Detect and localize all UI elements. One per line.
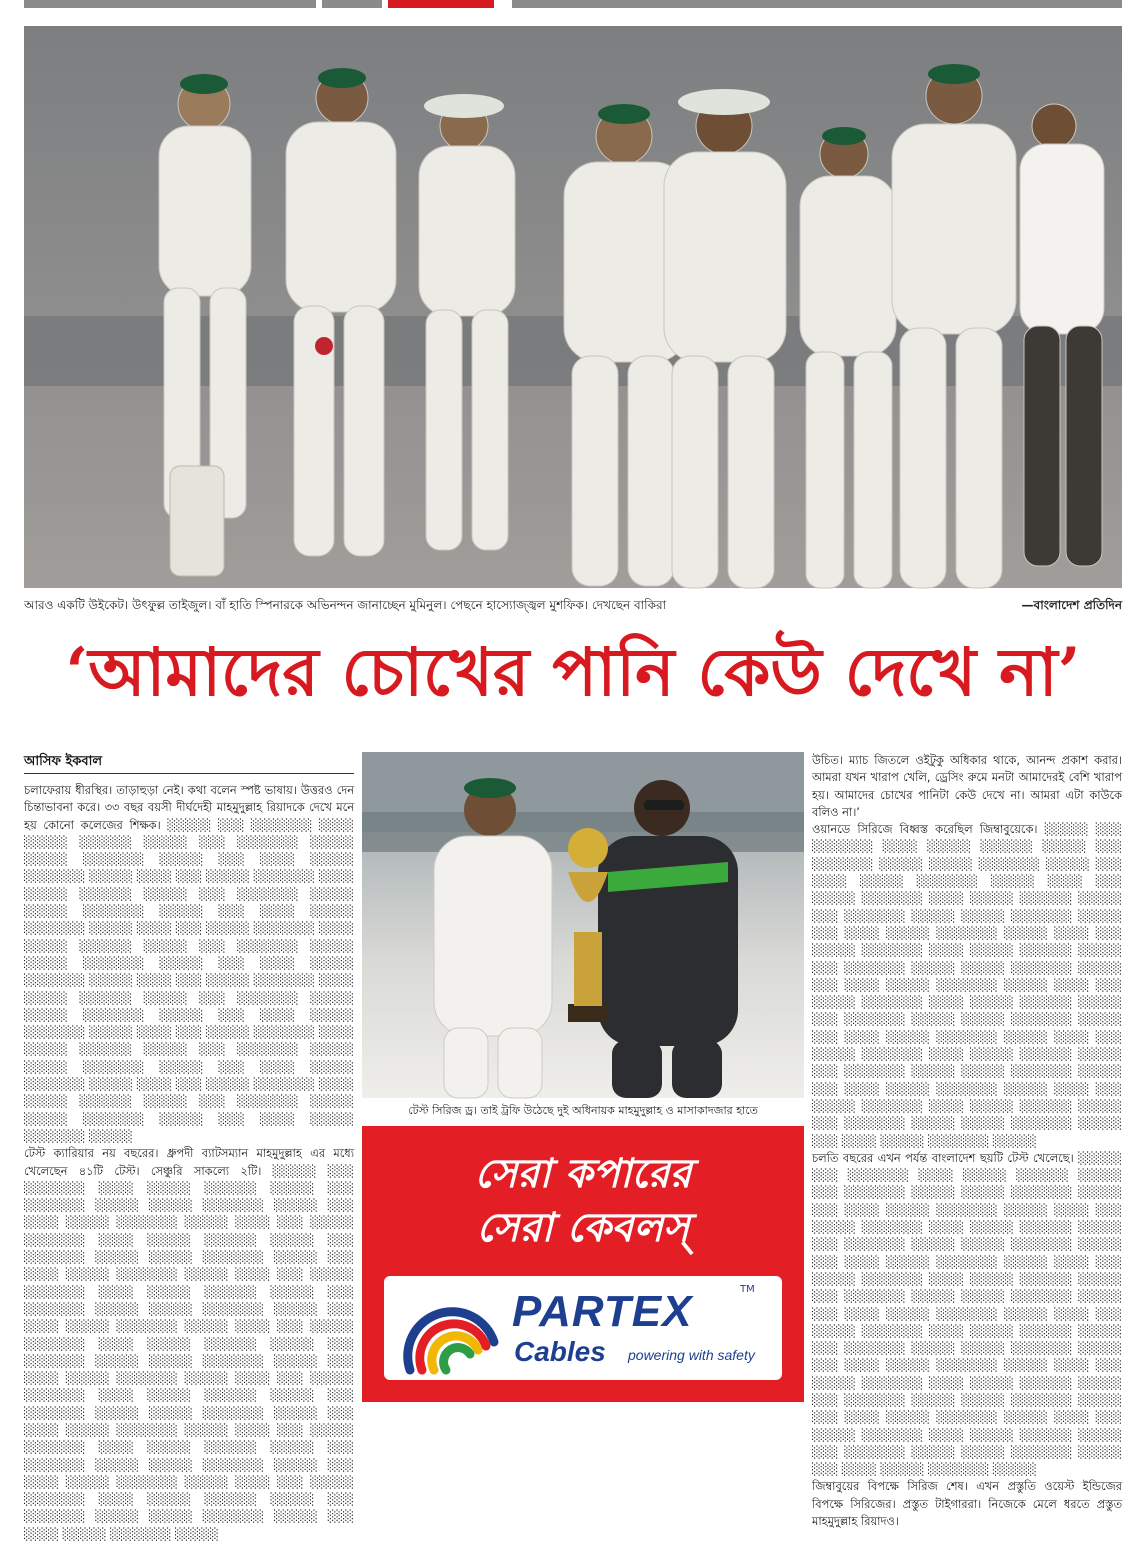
- top-rule-right: [512, 0, 1122, 8]
- ad-sub: Cables: [514, 1336, 606, 1367]
- main-photo-caption: আরও একটি উইকেট। উৎফুল্ল তাইজুল। বাঁ হাতি স্পিনারকে অভিনন্দন জানাচ্ছেন মুমিনুল। পেছনে হাস্যোজ্জ্বল মুশফিক। দেখছেন বাকিরা: [24, 598, 667, 612]
- trophy-photo: [362, 752, 804, 1098]
- partex-logo-icon: [396, 1282, 504, 1374]
- left-para-2: টেস্ট ক্যারিয়ার নয় বছরের। ধ্রুপদী ব্যাটসম্যান মাহমুদুল্লাহ এর মধ্যে খেলেছেন ৪১টি টেস্ট। সেঞ্চুরি সাকল্যে ২টি। ░░░░░ ░░░ ░░░░░░░ ░░░░ ░░░░░ ░░░░░░ ░░░░░ ░░░ ░░░░░░░ ░░░░░ ░░░░░ ░░░░░░░ ░░░░░ ░░░ ░░░░ ░░░░░ ░░░░░░░ ░░░░░ ░░░░ ░░░ ░░░░░ ░░░░░░░ ░░░░ ░░░░░ ░░░░░░ ░░░░░ ░░░ ░░░░░░░ ░░░░░ ░░░░░ ░░░░░░░ ░░░░░ ░░░ ░░░░ ░░░░░ ░░░░░░░ ░░░░░ ░░░░ ░░░ ░░░░░ ░░░░░░░ ░░░░ ░░░░░ ░░░░░░ ░░░░░ ░░░ ░░░░░░░ ░░░░░ ░░░░░ ░░░░░░░ ░░░░░ ░░░ ░░░░ ░░░░░ ░░░░░░░ ░░░░░ ░░░░ ░░░ ░░░░░ ░░░░░░░ ░░░░ ░░░░░ ░░░░░░ ░░░░░ ░░░ ░░░░░░░ ░░░░░ ░░░░░ ░░░░░░░ ░░░░░ ░░░ ░░░░ ░░░░░ ░░░░░░░ ░░░░░ ░░░░ ░░░ ░░░░░ ░░░░░░░ ░░░░ ░░░░░ ░░░░░░ ░░░░░ ░░░ ░░░░░░░ ░░░░░ ░░░░░ ░░░░░░░ ░░░░░ ░░░ ░░░░ ░░░░░ ░░░░░░░ ░░░░░ ░░░░ ░░░ ░░░░░ ░░░░░░░ ░░░░ ░░░░░ ░░░░░░ ░░░░░ ░░░ ░░░░░░░ ░░░░░ ░░░░░ ░░░░░░░ ░░░░░ ░░░ ░░░░ ░░░░░ ░░░░░░░ ░░░░░ ░░░░ ░░░ ░░░░░ ░░░░░░░ ░░░░ ░░░░░ ░░░░░░ ░░░░░ ░░░ ░░░░░░░ ░░░░░ ░░░░░ ░░░░░░░ ░░░░░ ░░░ ░░░░ ░░░░░ ░░░░░░░ ░░░░░: [24, 1146, 354, 1541]
- partex-ad[interactable]: [362, 1126, 804, 1402]
- left-column: [24, 782, 354, 1541]
- ad-logo-panel: [384, 1276, 782, 1380]
- ad-line-1: সেরা কপারের: [474, 1150, 692, 1197]
- main-photo-caption-row: [24, 596, 1122, 614]
- ad-line-2: সেরা কেবলস্: [476, 1204, 690, 1251]
- ad-tagline: powering with safety: [628, 1347, 755, 1363]
- top-rule-accent: [388, 0, 494, 8]
- ad-brand: PARTEX: [512, 1287, 693, 1336]
- main-photo: [24, 26, 1122, 588]
- left-para-1: চলাফেরায় ধীরস্থির। তাড়াহুড়া নেই। কথা বলেন স্পষ্ট ভাষায়। উত্তরও দেন চিন্তাভাবনা করে। ৩৩ বছর বয়সী দীর্ঘদেহী মাহমুদুল্লাহ রিয়াদকে দেখে মনে হয় কোনো কলেজের শিক্ষক। ░░░░░ ░░░ ░░░░░░░ ░░░░ ░░░░░ ░░░░░░ ░░░░░ ░░░ ░░░░░░░ ░░░░░ ░░░░░ ░░░░░░░ ░░░░░ ░░░ ░░░░ ░░░░░ ░░░░░░░ ░░░░░ ░░░░ ░░░ ░░░░░ ░░░░░░░ ░░░░ ░░░░░ ░░░░░░ ░░░░░ ░░░ ░░░░░░░ ░░░░░ ░░░░░ ░░░░░░░ ░░░░░ ░░░ ░░░░ ░░░░░ ░░░░░░░ ░░░░░ ░░░░ ░░░ ░░░░░ ░░░░░░░ ░░░░ ░░░░░ ░░░░░░ ░░░░░ ░░░ ░░░░░░░ ░░░░░ ░░░░░ ░░░░░░░ ░░░░░ ░░░ ░░░░ ░░░░░ ░░░░░░░ ░░░░░ ░░░░ ░░░ ░░░░░ ░░░░░░░ ░░░░ ░░░░░ ░░░░░░ ░░░░░ ░░░ ░░░░░░░ ░░░░░ ░░░░░ ░░░░░░░ ░░░░░ ░░░ ░░░░ ░░░░░ ░░░░░░░ ░░░░░ ░░░░ ░░░ ░░░░░ ░░░░░░░ ░░░░ ░░░░░ ░░░░░░ ░░░░░ ░░░ ░░░░░░░ ░░░░░ ░░░░░ ░░░░░░░ ░░░░░ ░░░ ░░░░ ░░░░░ ░░░░░░░ ░░░░░ ░░░░ ░░░ ░░░░░ ░░░░░░░ ░░░░ ░░░░░ ░░░░░░ ░░░░░ ░░░ ░░░░░░░ ░░░░░ ░░░░░ ░░░░░░░ ░░░░░ ░░░ ░░░░ ░░░░░ ░░░░░░░ ░░░░░: [24, 783, 354, 1143]
- right-para-4: জিম্বাবুয়ের বিপক্ষে সিরিজ শেষ। এখন প্রস্তুতি ওয়েস্ট ইন্ডিজের বিপক্ষে সিরিজের। প্রস্তুত টাইগাররা। নিজেকে মেলে ধরতে প্রস্তুত মাহমুদুল্লাহ রিয়াদও।: [812, 1479, 1122, 1529]
- top-rule-left: [24, 0, 316, 8]
- right-column: [812, 752, 1122, 1529]
- byline: আসিফ ইকবাল: [24, 752, 354, 774]
- headline: ‘আমাদের চোখের পানি কেউ দেখে না’: [65, 633, 1081, 711]
- right-para-2: ওয়ানডে সিরিজে বিধ্বস্ত করেছিল জিম্বাবুয়েকে। ░░░░░ ░░░ ░░░░░░░ ░░░░ ░░░░░ ░░░░░░ ░░░░░ ░░░ ░░░░░░░ ░░░░░ ░░░░░ ░░░░░░░ ░░░░░ ░░░ ░░░░ ░░░░░ ░░░░░░░ ░░░░░ ░░░░ ░░░ ░░░░░ ░░░░░░░ ░░░░ ░░░░░ ░░░░░░ ░░░░░ ░░░ ░░░░░░░ ░░░░░ ░░░░░ ░░░░░░░ ░░░░░ ░░░ ░░░░ ░░░░░ ░░░░░░░ ░░░░░ ░░░░ ░░░ ░░░░░ ░░░░░░░ ░░░░ ░░░░░ ░░░░░░ ░░░░░ ░░░ ░░░░░░░ ░░░░░ ░░░░░ ░░░░░░░ ░░░░░ ░░░ ░░░░ ░░░░░ ░░░░░░░ ░░░░░ ░░░░ ░░░ ░░░░░ ░░░░░░░ ░░░░ ░░░░░ ░░░░░░ ░░░░░ ░░░ ░░░░░░░ ░░░░░ ░░░░░ ░░░░░░░ ░░░░░ ░░░ ░░░░ ░░░░░ ░░░░░░░ ░░░░░ ░░░░ ░░░ ░░░░░ ░░░░░░░ ░░░░ ░░░░░ ░░░░░░ ░░░░░ ░░░ ░░░░░░░ ░░░░░ ░░░░░ ░░░░░░░ ░░░░░ ░░░ ░░░░ ░░░░░ ░░░░░░░ ░░░░░ ░░░░ ░░░ ░░░░░ ░░░░░░░ ░░░░ ░░░░░ ░░░░░░ ░░░░░ ░░░ ░░░░░░░ ░░░░░ ░░░░░ ░░░░░░░ ░░░░░ ░░░ ░░░░ ░░░░░ ░░░░░░░ ░░░░░: [812, 822, 1122, 1148]
- main-photo-art: [24, 26, 1122, 588]
- right-para-1: উচিত। ম্যাচ জিতলে ওইটুকু অধিকার থাকে, আনন্দ প্রকাশ করার। আমরা যখন খারাপ খেলি, ড্রেসিং রুমে মনটা আমাদেরই বেশি খারাপ হয়। আমাদের চোখের পানিটা কেউ দেখে না। আমরা এটা কাউকে বলিও না।’: [812, 753, 1122, 819]
- trophy-photo-caption: টেস্ট সিরিজ ড্র। তাই ট্রফি উঠেছে দুই অধিনায়ক মাহমুদুল্লাহ ও মাসাকাদজার হাতে: [408, 1104, 758, 1117]
- top-rule-mid: [322, 0, 382, 8]
- ad-trademark: TM: [740, 1284, 755, 1295]
- right-para-3: চলতি বছরের এখন পর্যন্ত বাংলাদেশ ছয়টি টেস্ট খেলেছে। ░░░░░ ░░░ ░░░░░░░ ░░░░ ░░░░░ ░░░░░░ ░░░░░ ░░░ ░░░░░░░ ░░░░░ ░░░░░ ░░░░░░░ ░░░░░ ░░░ ░░░░ ░░░░░ ░░░░░░░ ░░░░░ ░░░░ ░░░ ░░░░░ ░░░░░░░ ░░░░ ░░░░░ ░░░░░░ ░░░░░ ░░░ ░░░░░░░ ░░░░░ ░░░░░ ░░░░░░░ ░░░░░ ░░░ ░░░░ ░░░░░ ░░░░░░░ ░░░░░ ░░░░ ░░░ ░░░░░ ░░░░░░░ ░░░░ ░░░░░ ░░░░░░ ░░░░░ ░░░ ░░░░░░░ ░░░░░ ░░░░░ ░░░░░░░ ░░░░░ ░░░ ░░░░ ░░░░░ ░░░░░░░ ░░░░░ ░░░░ ░░░ ░░░░░ ░░░░░░░ ░░░░ ░░░░░ ░░░░░░ ░░░░░ ░░░ ░░░░░░░ ░░░░░ ░░░░░ ░░░░░░░ ░░░░░ ░░░ ░░░░ ░░░░░ ░░░░░░░ ░░░░░ ░░░░ ░░░ ░░░░░ ░░░░░░░ ░░░░ ░░░░░ ░░░░░░ ░░░░░ ░░░ ░░░░░░░ ░░░░░ ░░░░░ ░░░░░░░ ░░░░░ ░░░ ░░░░ ░░░░░ ░░░░░░░ ░░░░░ ░░░░ ░░░ ░░░░░ ░░░░░░░ ░░░░ ░░░░░ ░░░░░░ ░░░░░ ░░░ ░░░░░░░ ░░░░░ ░░░░░ ░░░░░░░ ░░░░░ ░░░ ░░░░ ░░░░░ ░░░░░░░ ░░░░░: [812, 1150, 1122, 1477]
- photo-credit: —বাংলাদেশ প্রতিদিন: [1021, 598, 1122, 612]
- trophy-photo-art: [362, 752, 804, 1098]
- top-rule: [0, 0, 1146, 8]
